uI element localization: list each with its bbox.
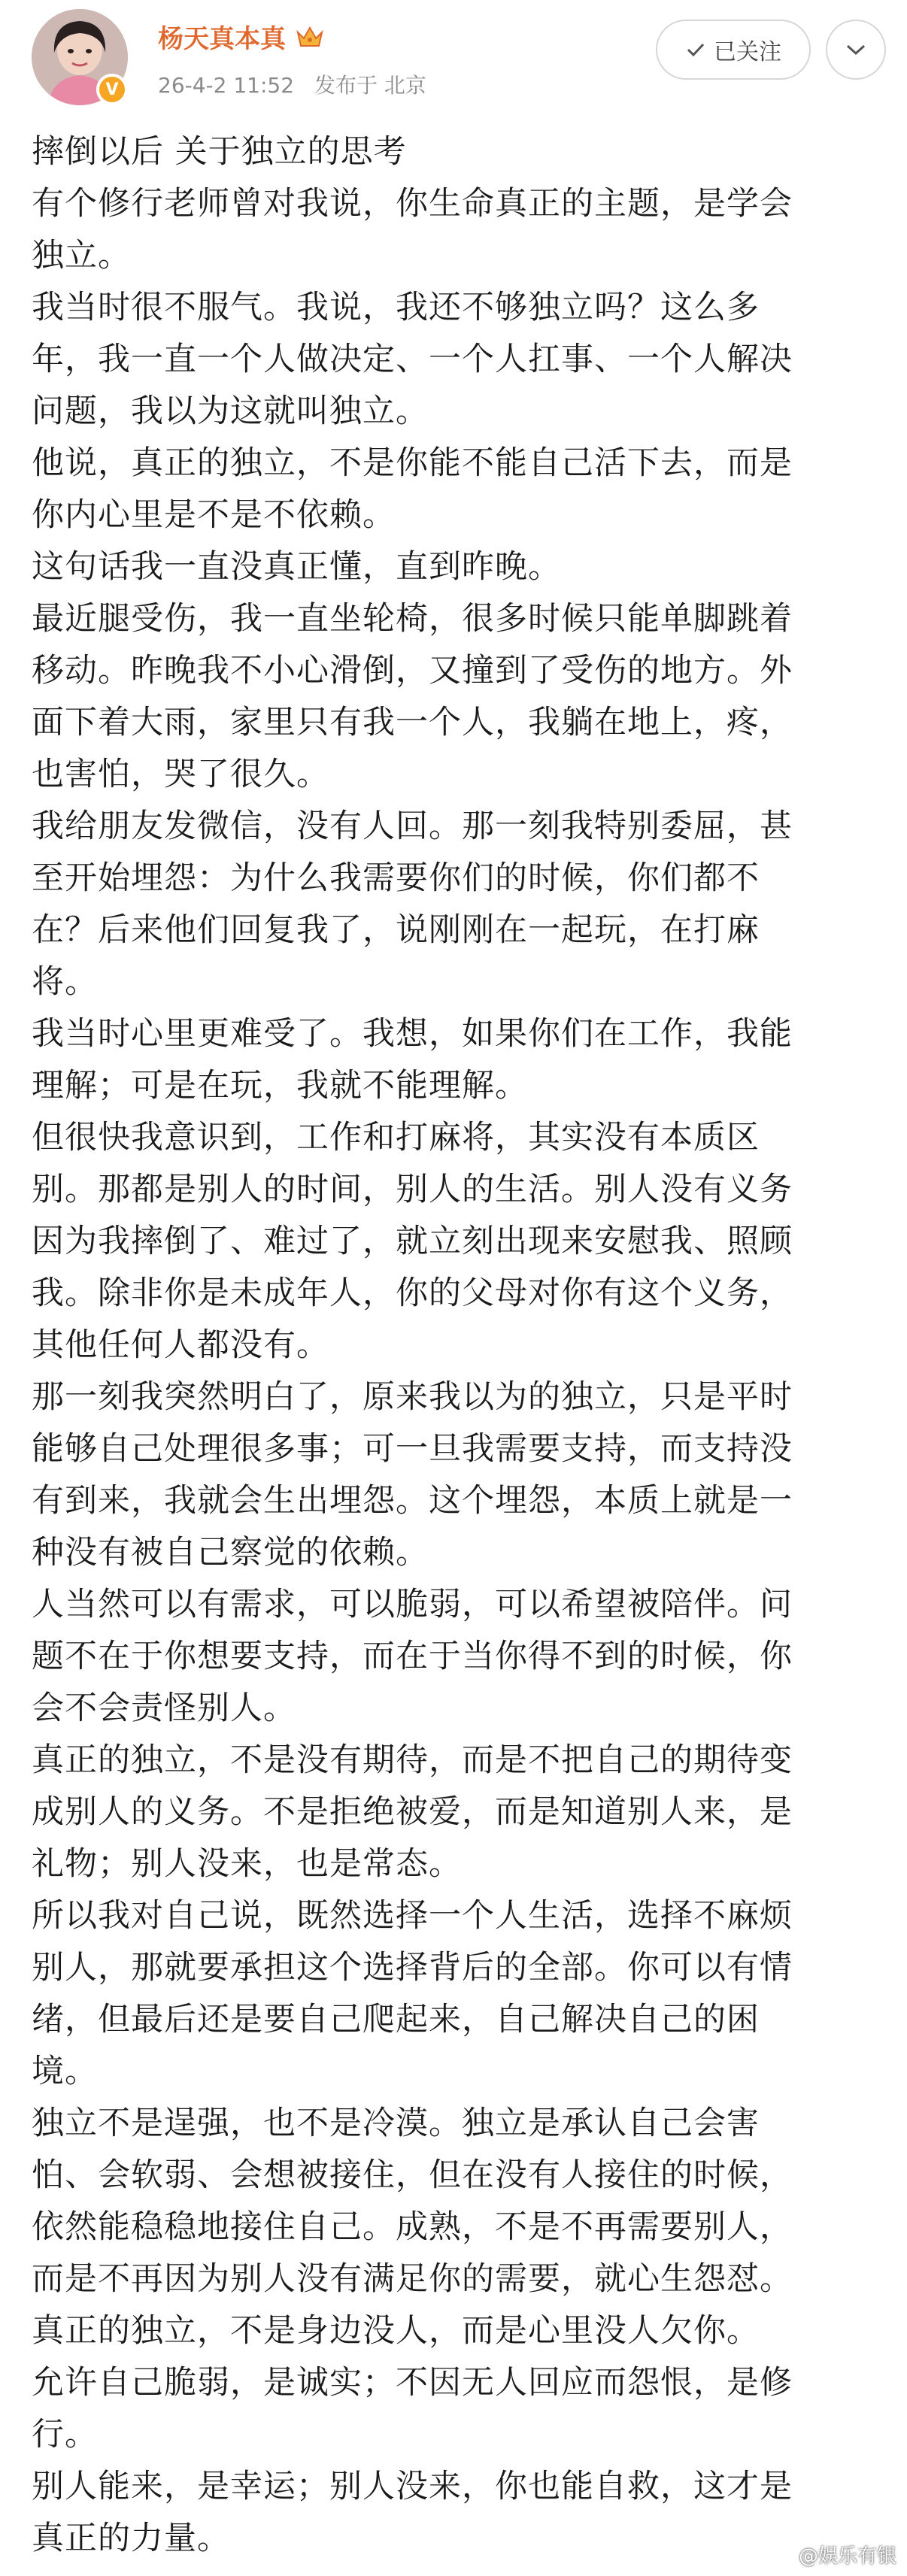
post-text-line: 有个修行老师曾对我说，你生命真正的主题，是学会	[32, 185, 793, 223]
username[interactable]: 杨天真本真	[158, 24, 286, 54]
post-text-line: 我给朋友发微信，没有人回。那一刻我特别委屈，甚	[32, 808, 793, 845]
post-text-line: 而是不再因为别人没有满足你的需要，就心生怨怼。	[32, 2260, 793, 2298]
post-text-line: 允许自己脆弱，是诚实；不因无人回应而怨恨，是修	[32, 2364, 793, 2402]
post-text-line: 面下着大雨，家里只有我一个人，我躺在地上，疼，	[32, 704, 793, 741]
check-icon	[685, 39, 706, 60]
post-text-line: 至开始埋怨：为什么我需要你们的时候，你们都不	[32, 859, 760, 897]
watermark-text: @娱乐有银	[798, 2545, 896, 2568]
post-body	[32, 126, 881, 2565]
post-text-line: 有到来，我就会生出埋怨。这个埋怨，本质上就是一	[32, 1482, 793, 1520]
post-text-line: 我当时心里更难受了。我想，如果你们在工作，我能	[32, 1015, 793, 1053]
post-text-line: 人当然可以有需求，可以脆弱，可以希望被陪伴。问	[32, 1586, 793, 1623]
post-text-line: 会不会责怪别人。	[32, 1690, 296, 1727]
post-text-line: 别人，那就要承担这个选择背后的全部。你可以有情	[32, 1949, 793, 1987]
post-text-line: 年，我一直一个人做决定、一个人扛事、一个人解决	[32, 341, 793, 378]
post-text-line: 但很快我意识到，工作和打麻将，其实没有本质区	[32, 1119, 760, 1156]
crown-badge-icon	[295, 23, 325, 50]
post-text-line: 所以我对自己说，既然选择一个人生活，选择不麻烦	[32, 1897, 793, 1935]
post-text-line: 我。除非你是未成年人，你的父母对你有这个义务，	[32, 1274, 793, 1312]
post-text-line: 这句话我一直没真正懂，直到昨晚。	[32, 548, 561, 586]
post-meta	[158, 69, 440, 99]
post-text-line: 其他任何人都没有。	[32, 1326, 329, 1364]
post-header	[0, 0, 907, 120]
post-text-line: 题不在于你想要支持，而在于当你得不到的时候，你	[32, 1638, 793, 1675]
post-text-line: 种没有被自己察觉的依赖。	[32, 1534, 429, 1571]
follow-button[interactable]	[656, 20, 811, 80]
post-text-line: 别人能来，是幸运；别人没来，你也能自救，这才是	[32, 2468, 793, 2505]
post-text-line: 将。	[32, 963, 98, 1001]
follow-label: 已关注	[714, 39, 781, 65]
post-text-line: 你内心里是不是不依赖。	[32, 496, 396, 534]
post-text-line: 别。那都是别人的时间，别人的生活。别人没有义务	[32, 1171, 793, 1208]
post-text-line: 理解；可是在玩，我就不能理解。	[32, 1067, 528, 1105]
post-text-line: 独立不是逞强，也不是冷漠。独立是承认自己会害	[32, 2105, 760, 2142]
post-text-line: 我当时很不服气。我说，我还不够独立吗？这么多	[32, 289, 760, 326]
post-text-line: 问题，我以为这就叫独立。	[32, 392, 429, 430]
more-menu-button[interactable]	[826, 20, 886, 80]
post-text-line: 行。	[32, 2416, 98, 2453]
post-text-line: 也害怕，哭了很久。	[32, 756, 329, 793]
post-text-line: 移动。昨晚我不小心滑倒，又撞到了受伤的地方。外	[32, 652, 793, 689]
post-text-line: 摔倒以后 关于独立的思考	[32, 133, 407, 171]
post-text-line: 真正的独立，不是没有期待，而是不把自己的期待变	[32, 1741, 793, 1779]
post-text-line: 绪，但最后还是要自己爬起来，自己解决自己的困	[32, 2001, 760, 2038]
post-text-line: 真正的独立，不是身边没人，而是心里没人欠你。	[32, 2312, 760, 2350]
post-text-line: 在？后来他们回复我了，说刚刚在一起玩，在打麻	[32, 911, 760, 949]
post-text-line: 能够自己处理很多事；可一旦我需要支持，而支持没	[32, 1430, 793, 1468]
post-text-line: 成别人的义务。不是拒绝被爱，而是知道别人来，是	[32, 1793, 793, 1831]
post-text-line: 因为我摔倒了、难过了，就立刻出现来安慰我、照顾	[32, 1223, 793, 1260]
username-row	[158, 18, 325, 55]
post-date: 26-4-2 11:52	[158, 73, 295, 98]
post-text-line: 礼物；别人没来，也是常态。	[32, 1845, 462, 1883]
post-text-line: 最近腿受伤，我一直坐轮椅，很多时候只能单脚跳着	[32, 600, 793, 638]
post-text-line: 依然能稳稳地接住自己。成熟，不是不再需要别人，	[32, 2208, 793, 2246]
post-text-line: 怕、会软弱、会想被接住，但在没有人接住的时候，	[32, 2156, 793, 2194]
weibo-logo-icon	[767, 2544, 793, 2566]
post-text-line: 真正的力量。	[32, 2520, 230, 2557]
verified-badge-icon: V	[96, 74, 128, 105]
chevron-down-icon	[845, 42, 867, 57]
watermark	[767, 2541, 896, 2568]
post-text-line: 境。	[32, 2053, 98, 2090]
post-location: 发布于 北京	[314, 73, 426, 98]
post-text-line: 独立。	[32, 237, 131, 274]
post-text-line: 他说，真正的独立，不是你能不能自己活下去，而是	[32, 444, 793, 482]
post-text-line: 那一刻我突然明白了，原来我以为的独立，只是平时	[32, 1378, 793, 1416]
